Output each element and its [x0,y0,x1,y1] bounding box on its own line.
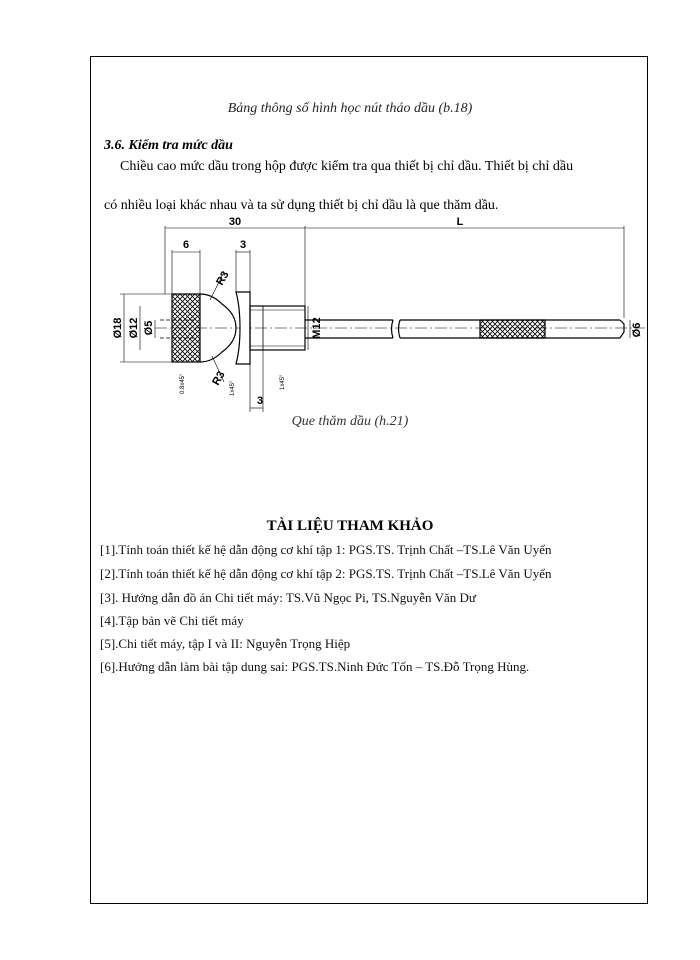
knurled-head [172,294,200,362]
section-heading: 3.6. Kiểm tra mức dầu [104,138,233,153]
dia-12: Ø12 [128,317,140,339]
chamfer-2: 1x45° [230,380,236,396]
dim-3-bottom: 3 [256,395,264,407]
reference-item: [6].Hướng dẫn làm bài tập dung sai: PGS.TS.Ninh Đức Tốn – TS.Đỗ Trọng Hùng. [100,659,530,674]
page-border [90,56,648,904]
figure-caption: Que thăm dầu (h.21) [291,414,409,429]
paragraph-2: có nhiều loại khác nhau và ta sử dụng thiết bị chỉ dầu là que thăm dầu. [104,198,499,213]
chamfer-3: 1x45° [280,374,286,390]
dia-6: Ø6 [631,322,643,338]
reference-item: [1].Tính toán thiết kế hệ dẫn động cơ khí tập 1: PGS.TS. Trịnh Chất –TS.Lê Văn Uyển [100,542,552,557]
reference-item: [4].Tập bản vẽ Chi tiết máy [100,613,244,628]
dim-3-top: 3 [239,239,247,251]
level-mark [480,320,545,338]
radius-bottom: R3 [210,369,228,388]
chamfer-1: 0.8x45° [180,373,186,394]
dim-L: L [456,216,464,228]
dia-18: Ø18 [112,317,124,339]
table-caption: Bảng thông số hình học nút tháo dầu (b.18) [227,101,473,116]
dia-5: Ø5 [143,320,155,336]
dim-30: 30 [228,216,242,228]
reference-item: [2].Tính toán thiết kế hệ dẫn động cơ khí tập 2: PGS.TS. Trịnh Chất –TS.Lê Văn Uyển [100,566,552,581]
thread-m12: M12 [311,317,323,339]
reference-item: [5].Chi tiết máy, tập I và II: Nguyễn Trọng Hiệp [100,636,351,651]
dipstick-drawing [100,214,648,414]
radius-top: R3 [214,269,232,288]
reference-item: [3]. Hướng dẫn đồ án Chi tiết máy: TS.Vũ Ngọc Pi, TS.Nguyễn Văn Dư [100,590,476,605]
paragraph-1: Chiều cao mức dầu trong hộp được kiểm tra qua thiết bị chỉ dầu. Thiết bị chỉ dầu [120,159,574,174]
dim-6: 6 [182,239,190,251]
references-title: TÀI LIỆU THAM KHẢO [266,518,434,534]
